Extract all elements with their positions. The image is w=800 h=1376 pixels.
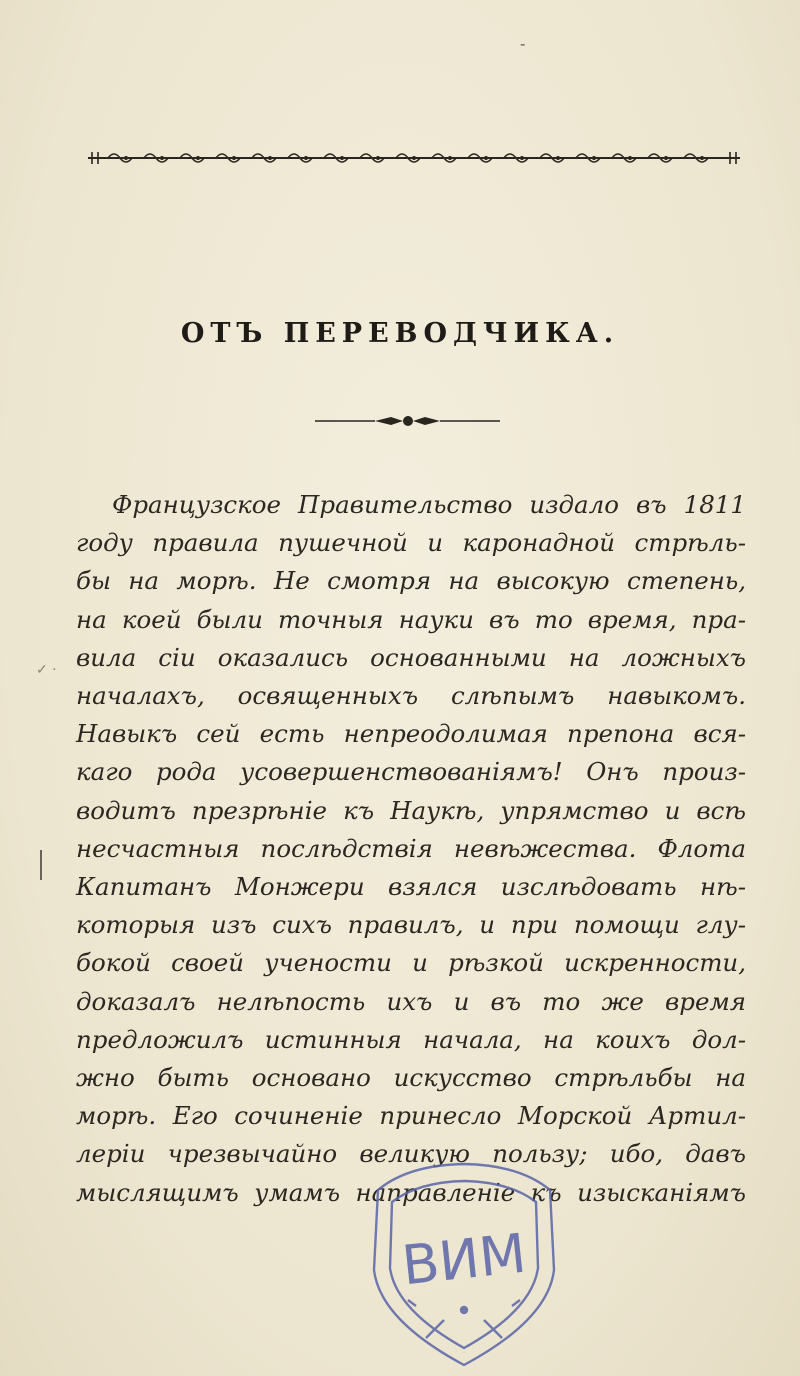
text-line: на коей были точныя науки въ то время, пра- — [76, 604, 746, 634]
text-line: жно быть основано искусство стрѣльбы на — [76, 1063, 746, 1093]
text-line: Капитанъ Монжери взялся изслѣдовать нѣ- — [76, 872, 746, 902]
stamp-text: ВИМ — [398, 1221, 529, 1298]
text-line: которыя изъ сихъ правилъ, и при помощи глу- — [76, 910, 746, 940]
library-stamp — [348, 1160, 580, 1370]
text-line: морѣ. Его сочиненіе принесло Морской Артил- — [76, 1101, 746, 1131]
title-divider-ornament — [315, 410, 500, 432]
page-tick-mark: - — [520, 34, 526, 53]
text-line: началахъ, освященныхъ слѣпымъ навыкомъ. — [76, 681, 746, 711]
margin-scribble: ✓ · — [36, 662, 57, 678]
text-line: Навыкъ сей есть непреодолимая препона вся- — [76, 719, 746, 749]
text-line: году правила пушечной и каронадной стрѣль- — [76, 528, 746, 558]
text-line: леріи чрезвычайно великую пользу; ибо, давъ — [76, 1139, 746, 1169]
text-line: Французское Правительство издало въ 1811 — [112, 490, 746, 519]
text-line: доказалъ нелѣпость ихъ и въ то же время — [76, 986, 746, 1016]
text-line: предложилъ истинныя начала, на коихъ дол- — [76, 1024, 746, 1054]
text-line: каго рода усовершенствованіямъ! Онъ произ- — [76, 757, 746, 787]
body-paragraph — [76, 486, 746, 1212]
text-line: бокой своей учености и рѣзкой искренности, — [76, 948, 746, 978]
text-line: мыслящимъ умамъ направленіе къ изысканіямъ — [76, 1177, 746, 1207]
top-ornamental-border — [88, 148, 740, 168]
text-line: несчастныя послѣдствія невѣжества. Флота — [76, 833, 746, 863]
text-line: бы на морѣ. Не смотря на высокую степень, — [76, 566, 746, 596]
margin-line — [40, 850, 42, 880]
text-line: водитъ презрѣніе къ Наукѣ, упрямство и всѣ — [76, 795, 746, 825]
page-title: ОТЪ ПЕРЕВОДЧИКА. — [180, 318, 620, 349]
text-line: вила сіи оказались основанными на ложныхъ — [76, 642, 746, 672]
